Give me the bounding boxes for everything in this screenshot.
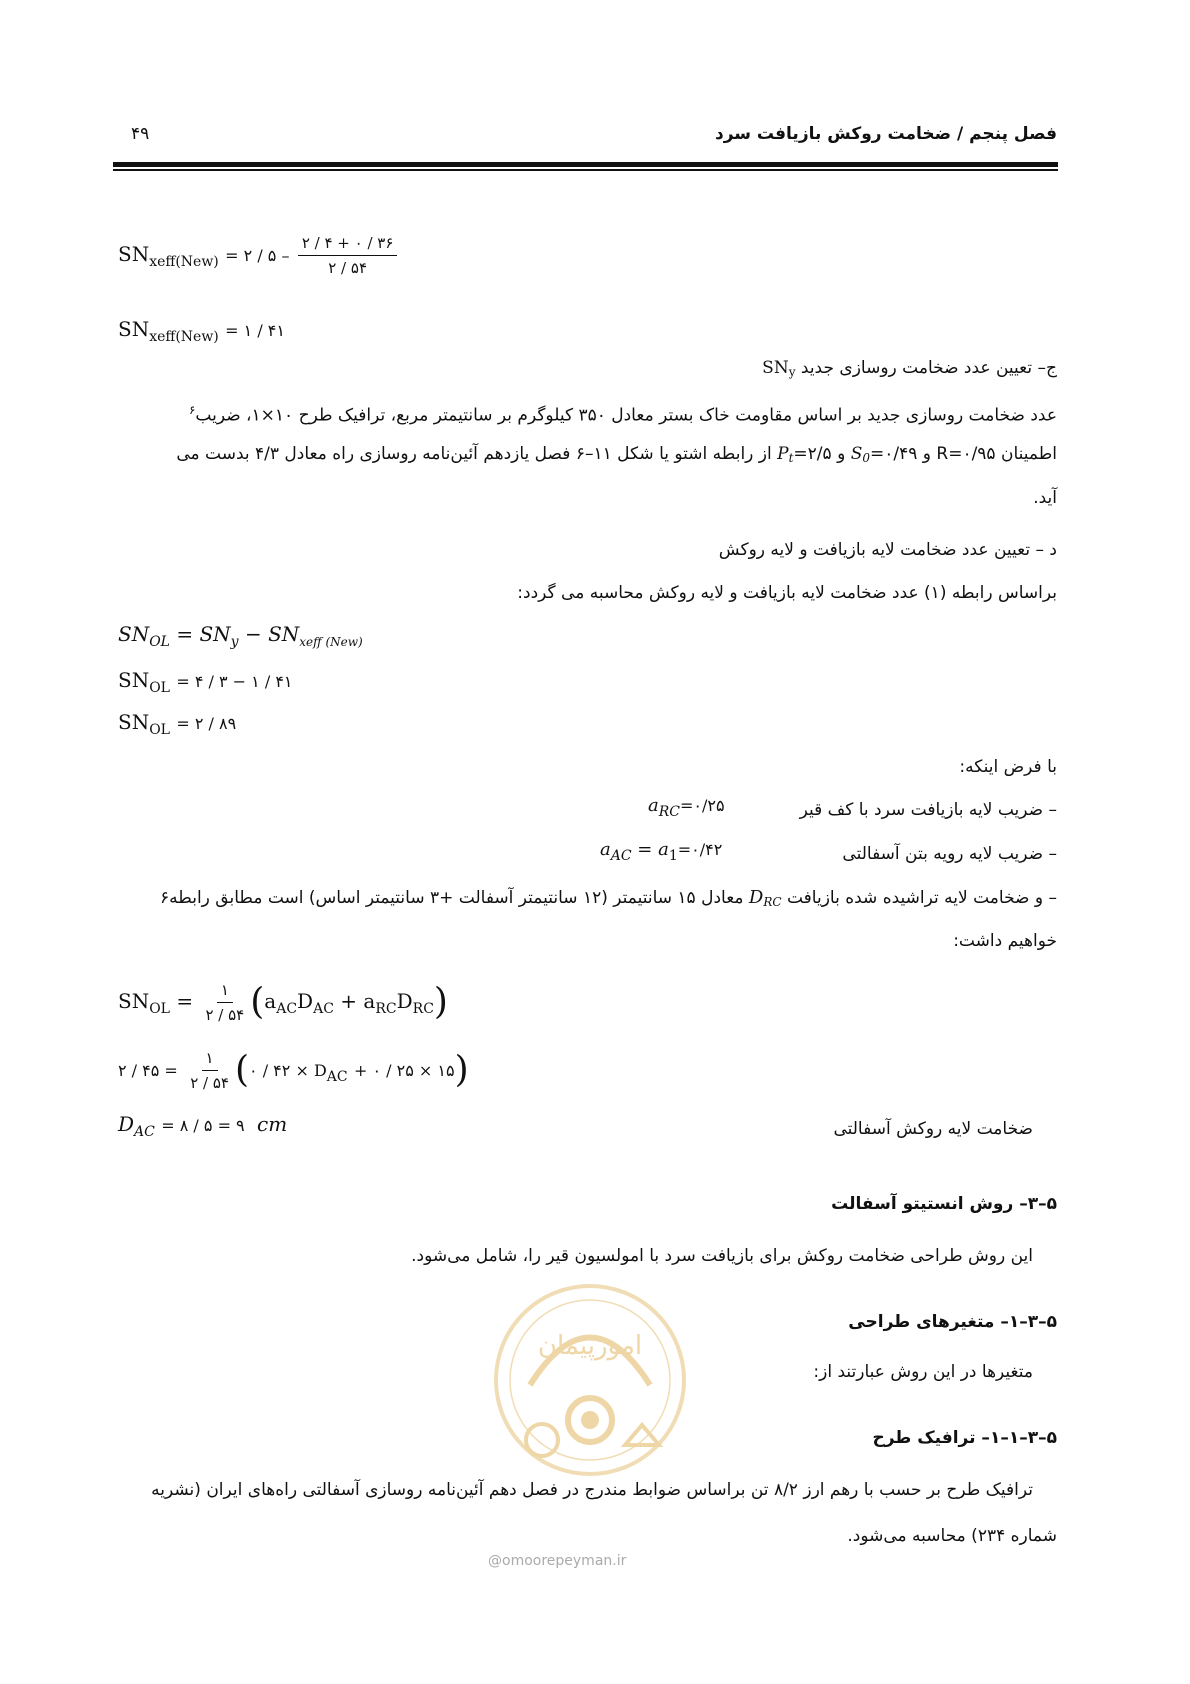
assume-item-2: – ضریب لایه رویه بتن آسفالتی	[842, 844, 1057, 864]
assume-conclusion: خواهیم داشت:	[953, 931, 1057, 951]
section-5-3-1-1-para-1: ترافیک طرح بر حسب با رهم ارز ۸/۲ تن براساس ضوابط مندرج در فصل دهم آئین‌نامه روسازی آسفالتی راه‌های ایران (نشریه	[151, 1480, 1033, 1500]
assume-item-1: – ضریب لایه بازیافت سرد با کف قیر	[799, 800, 1057, 820]
eq-snol-substituted: ۲ / ۴۵ = $\frac{۱}{۲ / ۵۴}$ (۰ / ۴۲ × $D_{AC}$ + ۰ / ۲۵ × ۱۵)	[118, 1049, 469, 1092]
section-d-para: براساس رابطه (۱) عدد ضخامت لایه بازیافت و لایه روکش محاسبه می گردد:	[517, 583, 1057, 603]
section-c-para-3: آید.	[1033, 488, 1057, 508]
watermark-logo-text: امورپیمان	[537, 1331, 643, 1361]
eq-snol-formula: $SN_{OL} = SN_y - SN_{xeff (New)}$	[118, 622, 363, 650]
page-number: ۴۹	[131, 124, 150, 144]
eq-snol-substitution: $SN_{OL}$ = ۴ / ۳ − ۱ / ۴۱	[118, 668, 293, 696]
at-icon: @	[488, 1553, 502, 1569]
section-5-3-1-1-para-2: شماره ۲۳۴) محاسبه می‌شود.	[847, 1526, 1057, 1546]
assume-item-3: – و ضخامت لایه تراشیده شده بازیافت DRC معادل ۱۵ سانتیمتر (۱۲ سانتیمتر آسفالت +۳ سانتیمتر اساس) است مطابق رابطه۶	[160, 887, 1057, 909]
eq-snol-result: $SN_{OL}$ = ۲ / ۸۹	[118, 710, 237, 738]
section-c-para-1: عدد ضخامت روسازی جدید بر اساس مقاومت خاک بستر معادل ۳۵۰ کیلوگرم بر سانتیمتر مربع، ترافیک طرح ۱۰×۱، ضریب$^۶$	[188, 403, 1057, 426]
assume-intro: با فرض اینکه:	[959, 757, 1057, 777]
header-rule-thick	[113, 162, 1058, 167]
watermark-site: @omoorepeyman.ir	[488, 1553, 627, 1569]
eq-snol-layers: $SN_{OL}$ = $\frac{۱}{۲ / ۵۴}$ $(a_{AC}D_{AC} + a_{RC}D_{RC})$	[118, 981, 448, 1024]
watermark-logo	[490, 1270, 690, 1490]
section-5-3-1-para: متغیرها در این روش عبارتند از:	[813, 1362, 1033, 1382]
dac-label: ضخامت لایه روکش آسفالتی	[833, 1119, 1033, 1139]
eq-snxeff-calc: $SN_{xeff(New)}$ = ۲ / ۵ – $\frac{۲ / ۴ + ۰ / ۳۶}{۲ / ۵۴}$	[118, 233, 399, 278]
heading-5-3-1-1: ۵–۳–۱–۱– ترافیک طرح	[872, 1428, 1057, 1448]
section-c-para-2: اطمینان R=۰/۹۵ و S0=۰/۴۹ و Pt=۲/۵ از رابطه اشتو یا شکل ۱۱–۶ فصل یازدهم آئین‌نامه روسازی راه معادل ۴/۳ بدست می	[176, 444, 1057, 465]
section-5-3-para: این روش طراحی ضخامت روکش برای بازیافت سرد با امولسیون قیر را، شامل می‌شود.	[411, 1246, 1033, 1266]
eq-dac-result: $D_{AC}$ = ۸ / ۵ = ۹ cm	[118, 1112, 288, 1140]
assume-item-1-value: $a_{RC}=۰/۲۵$	[648, 795, 725, 820]
eq-snxeff-result: $SN_{xeff(New)}$ = ۱ / ۴۱	[118, 317, 285, 345]
chapter-title: فصل پنجم / ضخامت روکش بازیافت سرد	[714, 124, 1057, 144]
heading-5-3-1: ۵–۳–۱– متغیرهای طراحی	[848, 1312, 1057, 1332]
assume-item-2-value: $a_{AC}$ = $a_1=۰/۴۲$	[600, 839, 723, 864]
section-c-title: ج– تعیین عدد ضخامت روسازی جدید SNy	[762, 358, 1057, 379]
section-d-title: د – تعیین عدد ضخامت لایه بازیافت و لایه روکش	[718, 540, 1057, 560]
header-rule-thin	[113, 169, 1058, 171]
heading-5-3: ۵–۳– روش انستیتو آسفالت	[831, 1194, 1057, 1214]
